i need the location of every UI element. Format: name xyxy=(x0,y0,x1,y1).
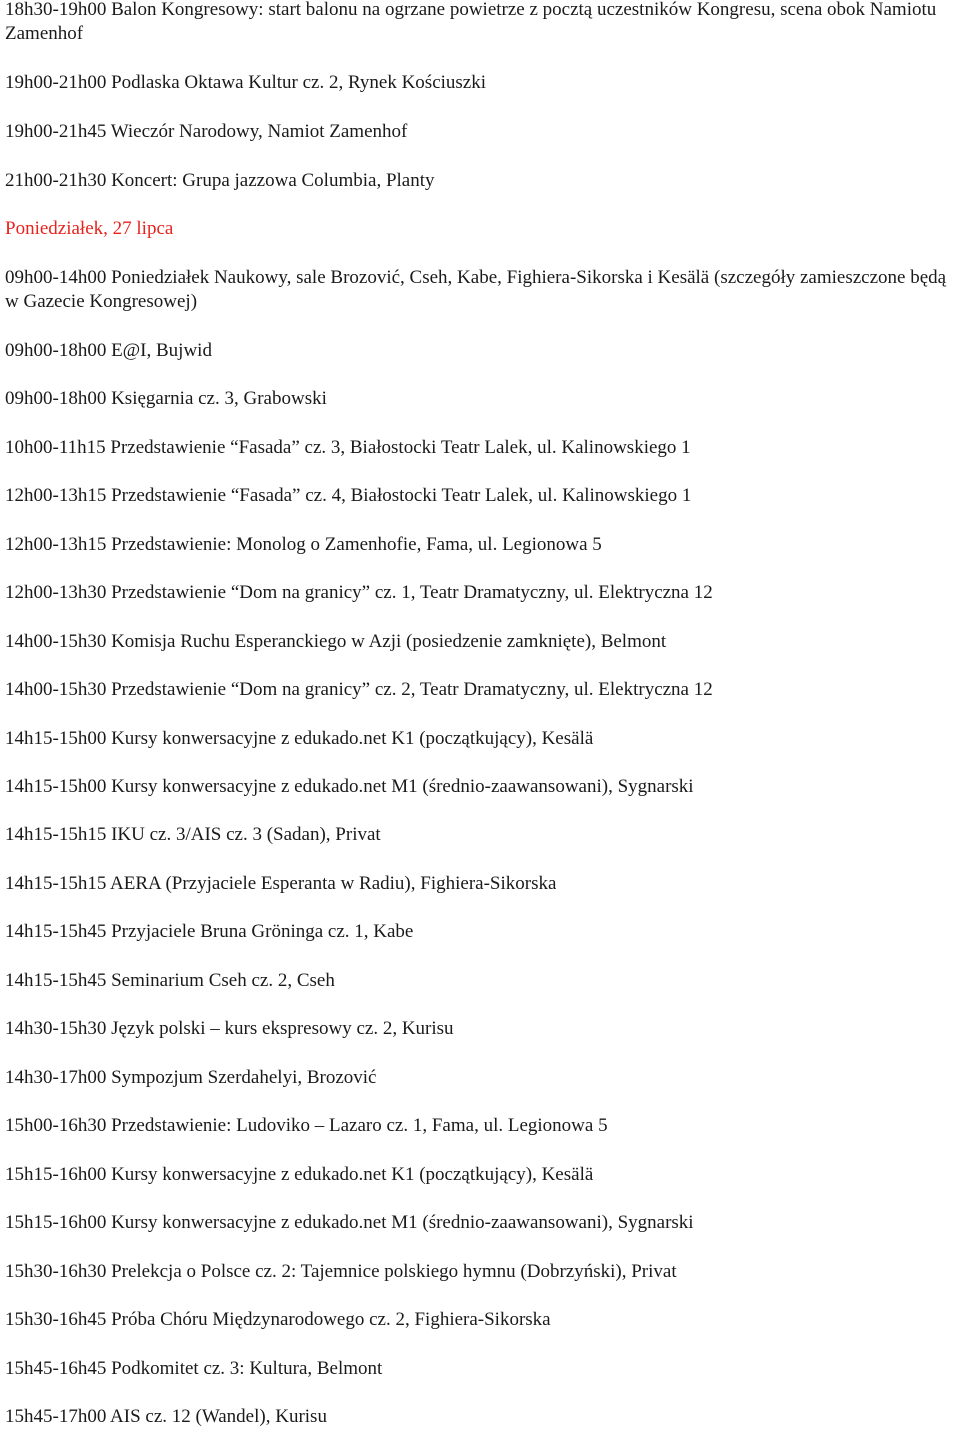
schedule-entry: 14h15-15h45 Przyjaciele Bruna Gröninga cz. 1, Kabe xyxy=(5,921,414,942)
schedule-entry: 15h30-16h45 Próba Chóru Międzynarodowego cz. 2, Fighiera-Sikorska xyxy=(5,1309,551,1330)
schedule-entry: 15h45-16h45 Podkomitet cz. 3: Kultura, Belmont xyxy=(5,1358,383,1379)
schedule-entry: 18h30-19h00 Balon Kongresowy: start balonu na ogrzane powietrze z pocztą uczestników Kongresu, scena obok Namiotu Zamenhof xyxy=(5,0,937,44)
day-heading: Poniedziałek, 27 lipca xyxy=(5,218,174,239)
schedule-entry: 15h00-16h30 Przedstawienie: Ludoviko – Lazaro cz. 1, Fama, ul. Legionowa 5 xyxy=(5,1115,608,1136)
schedule-entry: 14h30-17h00 Sympozjum Szerdahelyi, Brozović xyxy=(5,1067,377,1088)
schedule-entry: 14h15-15h00 Kursy konwersacyjne z edukado.net M1 (średnio-zaawansowani), Sygnarski xyxy=(5,776,694,797)
schedule-entry: 14h00-15h30 Przedstawienie “Dom na granicy” cz. 2, Teatr Dramatyczny, ul. Elektryczna 12 xyxy=(5,679,713,700)
schedule-entry: 14h30-15h30 Język polski – kurs ekspresowy cz. 2, Kurisu xyxy=(5,1018,454,1039)
schedule-entry: 15h15-16h00 Kursy konwersacyjne z edukado.net K1 (początkujący), Kesälä xyxy=(5,1164,594,1185)
schedule-entry: 09h00-18h00 E@I, Bujwid xyxy=(5,340,212,361)
schedule-entry: 14h15-15h15 AERA (Przyjaciele Esperanta w Radiu), Fighiera-Sikorska xyxy=(5,873,557,894)
schedule-entry: 19h00-21h00 Podlaska Oktawa Kultur cz. 2, Rynek Kościuszki xyxy=(5,72,487,93)
schedule-entry: 15h15-16h00 Kursy konwersacyjne z edukado.net M1 (średnio-zaawansowani), Sygnarski xyxy=(5,1212,694,1233)
schedule-entry: 12h00-13h30 Przedstawienie “Dom na granicy” cz. 1, Teatr Dramatyczny, ul. Elektryczna 12 xyxy=(5,582,713,603)
schedule-entry: 15h30-16h30 Prelekcja o Polsce cz. 2: Tajemnice polskiego hymnu (Dobrzyński), Privat xyxy=(5,1261,677,1282)
schedule-entry: 12h00-13h15 Przedstawienie: Monolog o Zamenhofie, Fama, ul. Legionowa 5 xyxy=(5,534,602,555)
schedule-entry: 12h00-13h15 Przedstawienie “Fasada” cz. 4, Białostocki Teatr Lalek, ul. Kalinowskiego 1 xyxy=(5,485,692,506)
schedule-entry: 09h00-18h00 Księgarnia cz. 3, Grabowski xyxy=(5,388,327,409)
schedule-entry: 14h15-15h45 Seminarium Cseh cz. 2, Cseh xyxy=(5,970,335,991)
schedule-entry: 21h00-21h30 Koncert: Grupa jazzowa Columbia, Planty xyxy=(5,170,435,191)
schedule-entry: 14h15-15h00 Kursy konwersacyjne z edukado.net K1 (początkujący), Kesälä xyxy=(5,728,594,749)
schedule-entry: 09h00-14h00 Poniedziałek Naukowy, sale Brozović, Cseh, Kabe, Fighiera-Sikorska i Kesälä (szczegóły zamieszczone będą w Gazecie Kongresowej) xyxy=(5,267,947,312)
schedule-entry: 10h00-11h15 Przedstawienie “Fasada” cz. 3, Białostocki Teatr Lalek, ul. Kalinowskiego 1 xyxy=(5,437,691,458)
schedule-entry: 15h45-17h00 AIS cz. 12 (Wandel), Kurisu xyxy=(5,1406,327,1427)
schedule-entry: 19h00-21h45 Wieczór Narodowy, Namiot Zamenhof xyxy=(5,121,408,142)
schedule-entry: 14h00-15h30 Komisja Ruchu Esperanckiego w Azji (posiedzenie zamknięte), Belmont xyxy=(5,631,667,652)
schedule-entry: 14h15-15h15 IKU cz. 3/AIS cz. 3 (Sadan), Privat xyxy=(5,824,381,845)
